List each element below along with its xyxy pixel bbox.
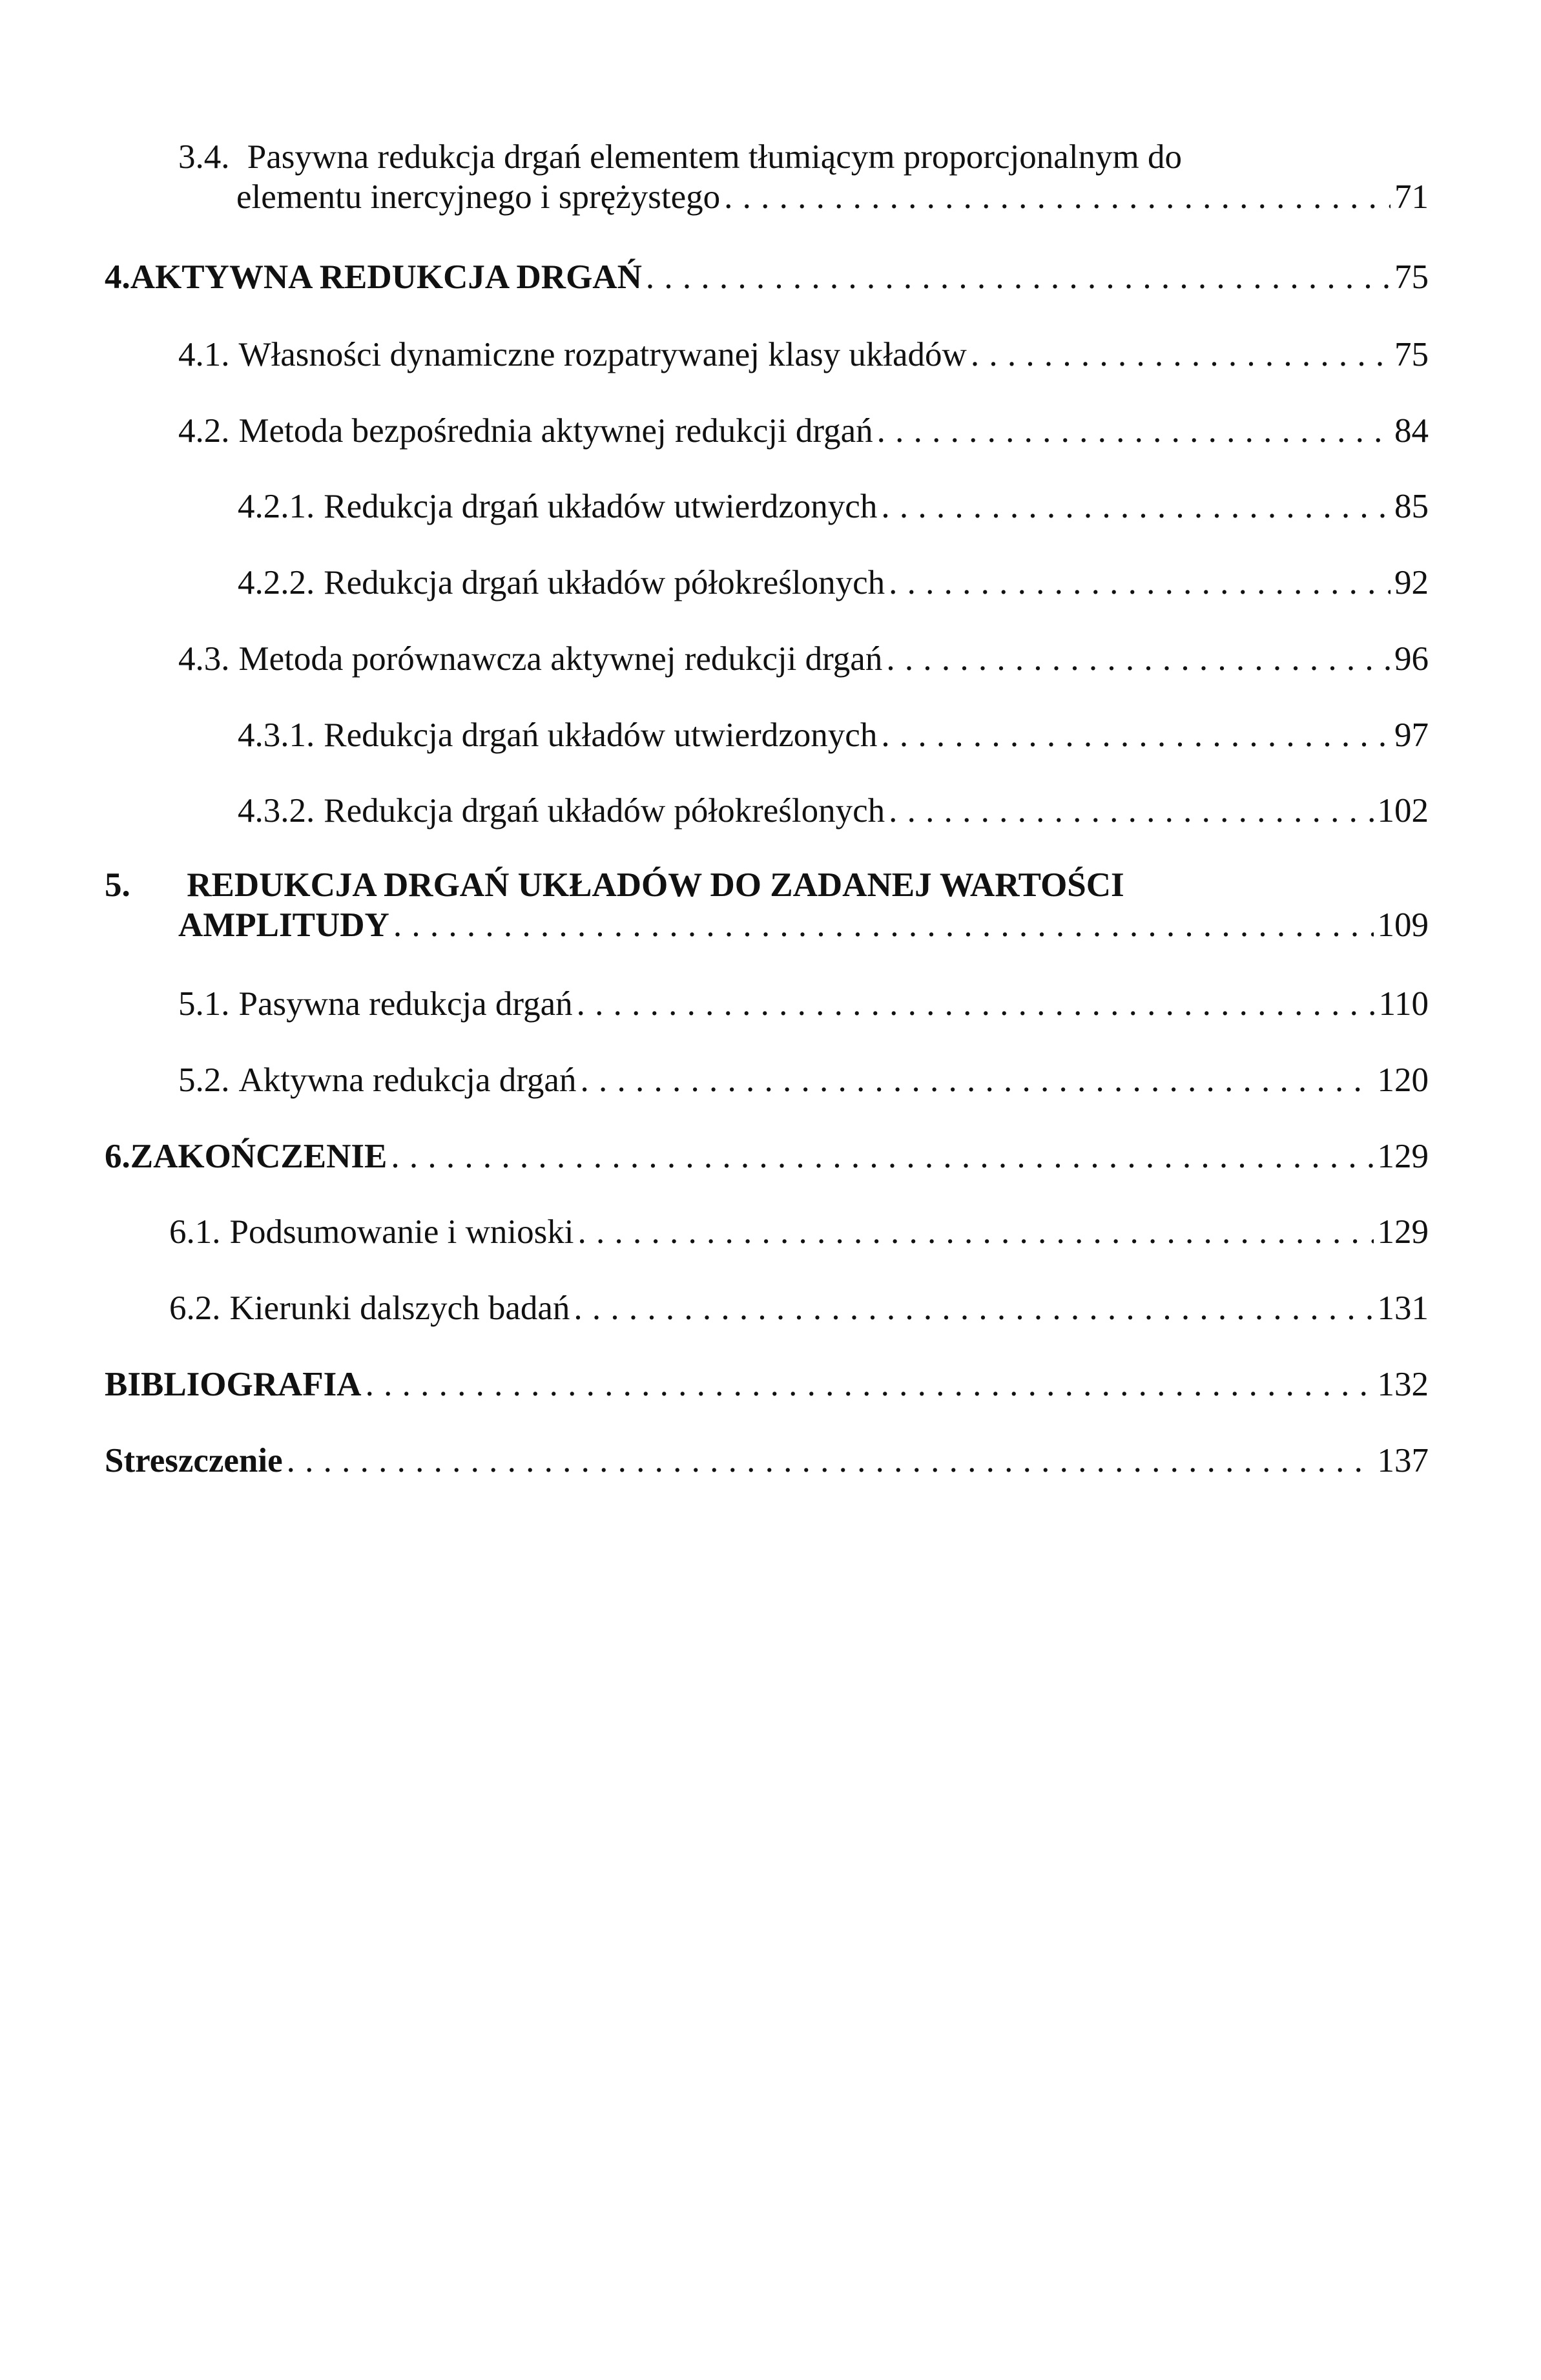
toc-bibliography (105, 1364, 1429, 1404)
toc-entry-title: BIBLIOGRAFIA (105, 1366, 362, 1403)
toc-entry-title: Metoda bezpośrednia aktywnej redukcji drgań (238, 412, 873, 450)
toc-entry-number: 4.1. (178, 336, 230, 373)
toc-chapter-6 (105, 1136, 1429, 1176)
toc-entry-title: Metoda porównawcza aktywnej redukcji drgań (238, 640, 883, 678)
toc-entry-page: 132 (1377, 1366, 1429, 1403)
toc-chapter-4 (105, 257, 1429, 297)
toc-entry-page: 85 (1394, 488, 1429, 525)
dot-leader (877, 411, 1391, 451)
toc-entry-number: 4.2.2. (238, 564, 315, 601)
toc-entry-4-2 (178, 411, 1429, 451)
dot-leader (881, 715, 1391, 755)
dot-leader (646, 257, 1391, 297)
dot-leader (577, 984, 1375, 1024)
toc-entry-page: 137 (1377, 1442, 1429, 1479)
toc-entry-title-line1: REDUKCJA DRGAŃ UKŁADÓW DO ZADANEJ WARTOŚCI (187, 866, 1124, 904)
toc-entry-title: Kierunki dalszych badań (229, 1289, 570, 1327)
toc-entry-title: AKTYWNA REDUKCJA DRGAŃ (130, 258, 642, 296)
toc-entry-title: Podsumowanie i wnioski (229, 1213, 574, 1251)
toc-entry-number: 4.2. (178, 412, 230, 450)
toc-entry-number: 4.3.1. (238, 716, 315, 754)
toc-entry-title: Pasywna redukcja drgań (238, 985, 573, 1023)
dot-leader (889, 791, 1373, 831)
dot-leader (391, 1136, 1373, 1176)
dot-leader (287, 1441, 1374, 1481)
dot-leader (393, 905, 1374, 945)
dot-leader (574, 1288, 1373, 1328)
toc-entry-number: 4.3.2. (238, 792, 315, 830)
toc-entry-page: 96 (1394, 640, 1429, 678)
toc-entry-title: Własności dynamiczne rozpatrywanej klasy układów (238, 336, 967, 373)
toc-entry-number: 6.1. (169, 1213, 221, 1251)
toc-entry-title: Redukcja drgań układów utwierdzonych (324, 716, 878, 754)
toc-entry-number: 5.2. (178, 1061, 230, 1099)
toc-entry-title: Streszczenie (105, 1442, 283, 1479)
toc-entry-title: ZAKOŃCZENIE (130, 1138, 388, 1175)
toc-entry-number: 5. (105, 866, 130, 904)
toc-entry-page: 75 (1394, 336, 1429, 373)
toc-entry-title: Redukcja drgań układów półokreślonych (324, 564, 885, 601)
dot-leader (881, 486, 1391, 527)
toc-entry-title: elementu inercyjnego i sprężystego (236, 178, 721, 216)
dot-leader (724, 177, 1391, 217)
toc-entry-page: 71 (1394, 178, 1429, 216)
dot-leader (366, 1364, 1374, 1404)
toc-entry-page: 102 (1377, 792, 1429, 830)
dot-leader (889, 563, 1391, 603)
toc-entry-title: Aktywna redukcja drgań (238, 1061, 577, 1099)
toc-entry-number: 4. (105, 258, 130, 296)
toc-entry-4-1 (178, 335, 1429, 375)
toc-entry-5-1 (178, 984, 1429, 1024)
toc-entry-number: 5.1. (178, 985, 230, 1023)
toc-entry-page: 97 (1394, 716, 1429, 754)
toc-entry-page: 129 (1377, 1138, 1429, 1175)
toc-summary (105, 1441, 1429, 1481)
toc-entry-number: 3.4. (178, 138, 230, 176)
toc-entry-page: 110 (1378, 985, 1429, 1023)
toc-entry-page: 131 (1377, 1289, 1429, 1327)
toc-entry-4-3-2 (238, 791, 1429, 831)
dot-leader (886, 639, 1391, 679)
toc-entry-title-line1: Pasywna redukcja drgań elementem tłumiącym proporcjonalnym do (247, 138, 1183, 176)
toc-entry-5-2 (178, 1060, 1429, 1100)
toc-chapter-5 (105, 865, 1429, 945)
toc-entry-page: 120 (1377, 1061, 1429, 1099)
toc-entry-title: AMPLITUDY (178, 906, 389, 944)
toc-entry-6-2 (169, 1288, 1429, 1328)
dot-leader (577, 1212, 1373, 1252)
toc-entry-6-1 (169, 1212, 1429, 1252)
toc-entry-page: 84 (1394, 412, 1429, 450)
toc-entry-page: 75 (1394, 258, 1429, 296)
toc-entry-page: 129 (1377, 1213, 1429, 1251)
toc-entry-number: 6. (105, 1138, 130, 1175)
toc-entry-page: 109 (1377, 906, 1429, 944)
toc-entry-4-2-2 (238, 563, 1429, 603)
toc-entry-3-4 (178, 137, 1429, 217)
toc-entry-4-2-1 (238, 486, 1429, 527)
toc-entry-page: 92 (1394, 564, 1429, 601)
toc-entry-4-3-1 (238, 715, 1429, 755)
toc-entry-number: 4.3. (178, 640, 230, 678)
toc-entry-title: Redukcja drgań układów półokreślonych (324, 792, 885, 830)
toc-entry-number: 6.2. (169, 1289, 221, 1327)
dot-leader (971, 335, 1391, 375)
dot-leader (580, 1060, 1373, 1100)
toc-entry-title: Redukcja drgań układów utwierdzonych (324, 488, 878, 525)
toc-entry-4-3 (178, 639, 1429, 679)
toc-entry-number: 4.2.1. (238, 488, 315, 525)
